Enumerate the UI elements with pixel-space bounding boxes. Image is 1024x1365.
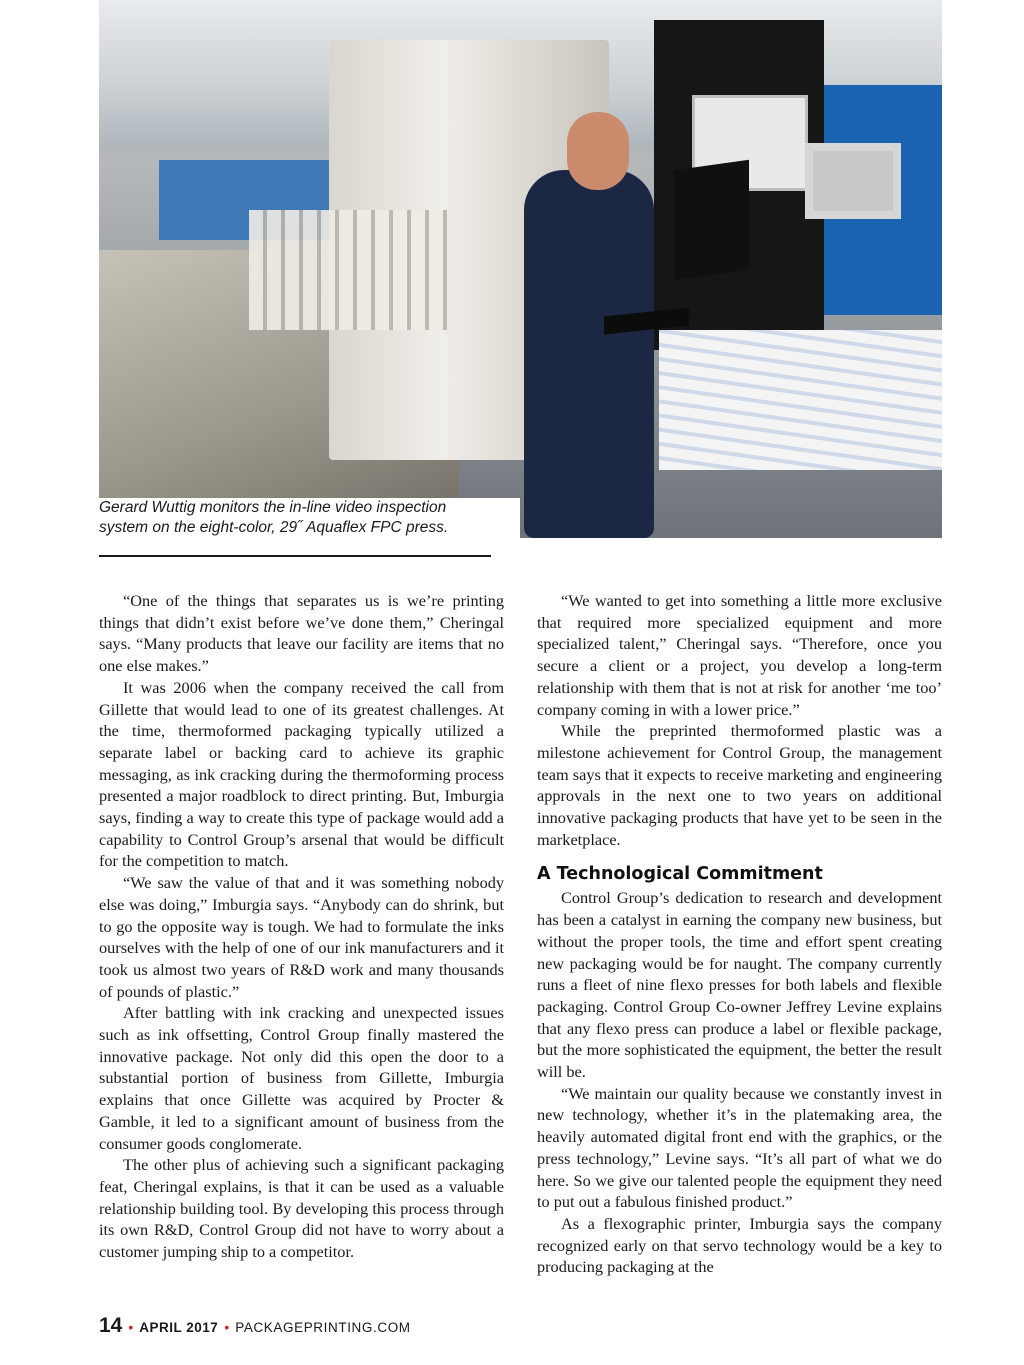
caption-line-1: Gerard Wuttig monitors the in-line video inspection: [99, 499, 447, 516]
paragraph: The other plus of achieving such a significant packaging feat, Cheringal explains, is that it can be used as a valuable relationship building tool. By developing this process through its own R&D, Control Group did not have to worry about a customer jumping ship to a competitor.: [99, 1155, 504, 1262]
page-number: 14: [99, 1314, 123, 1337]
caption-rule: [99, 555, 491, 557]
paragraph: “One of the things that separates us is we’re printing things that didn’t exist before we’ve done them,” Cheringal says. “Many products that leave our facility are items that no one else makes.”: [99, 591, 504, 676]
footer-separator: •: [128, 1319, 134, 1335]
caption-line-2: system on the eight-color, 29˝ Aquaflex FPC press.: [99, 519, 449, 536]
site-url: PACKAGEPRINTING.COM: [235, 1320, 411, 1335]
footer-separator: •: [224, 1319, 230, 1335]
photo-printed-web: [659, 330, 942, 470]
issue-date: APRIL 2017: [139, 1320, 219, 1335]
page-footer: [99, 1314, 411, 1340]
press-photo: [99, 0, 942, 538]
photo-side-screen: [805, 143, 901, 219]
right-column: [537, 590, 942, 1278]
paragraph: It was 2006 when the company received the call from Gillette that would lead to one of its greatest challenges. At the time, thermoformed packaging typically utilized a separate label or backing card to achieve its graphic messaging, as ink cracking during the thermoforming process presented a major roadblock to direct printing. But, Imburgia says, finding a way to create this type of package would add a capability to Control Group’s arsenal that would be difficult for the competition to match.: [99, 677, 504, 871]
paragraph: After battling with ink cracking and unexpected issues such as ink offsetting, Control Group finally mastered the innovative package. Not only did this open the door to a substantial portion of business from Gillette, Imburgia explains that once Gillette was acquired by Procter & Gamble, it led to a significant amount of business from the consumer goods conglomerate.: [99, 1003, 504, 1153]
paragraph: “We maintain our quality because we constantly invest in new technology, whether it’s in the platemaking area, the heavily automated digital front end with the graphics, or the press technology,” Levine says. “It’s all part of what we do here. So we give our talented people the equipment they need to put out a fabulous finished product.”: [537, 1083, 942, 1212]
left-column: [99, 590, 504, 1263]
section-heading: A Technological Commitment: [537, 864, 823, 885]
photo-operator: [524, 170, 654, 538]
photo-monitor: [674, 160, 749, 281]
paragraph: “We saw the value of that and it was something nobody else was doing,” Imburgia says. “Anybody can do shrink, but to go the opposite way is tough. We had to formulate the inks ourselves with the help of one of our ink manufacturers and it took us almost two years of R&D work and many thousands of pounds of plastic.”: [99, 873, 504, 1001]
paragraph: While the preprinted thermoformed plastic was a milestone achievement for Control Group, the management team says that it expects to receive marketing and engineering approvals in the next one to two years on additional innovative packaging products that have yet to be seen in the marketplace.: [537, 721, 942, 849]
photo-operator-head: [567, 112, 629, 190]
paragraph: As a flexographic printer, Imburgia says the company recognized early on that servo technology would be a key to producing packaging at the: [537, 1213, 942, 1277]
photo-press-stations: [249, 210, 449, 330]
paragraph: Control Group’s dedication to research and development has been a catalyst in earning the company new business, but without the proper tools, the time and effort spent creating new packaging would be for naught. The company currently runs a fleet of nine flexo presses for both labels and flexible packaging. Control Group Co-owner Jeffrey Levine explains that any flexo press can produce a label or flexible package, but the more sophisticated the equipment, the better the result will be.: [537, 888, 942, 1082]
paragraph: “We wanted to get into something a little more exclusive that required more specialized equipment and more specialized talent,” Cheringal says. “Therefore, once you secure a client or a project, you develop a long-term relationship with them that is not at risk for another ‘me too’ company coming in with a lower price.”: [537, 591, 942, 719]
photo-caption: [99, 498, 520, 556]
